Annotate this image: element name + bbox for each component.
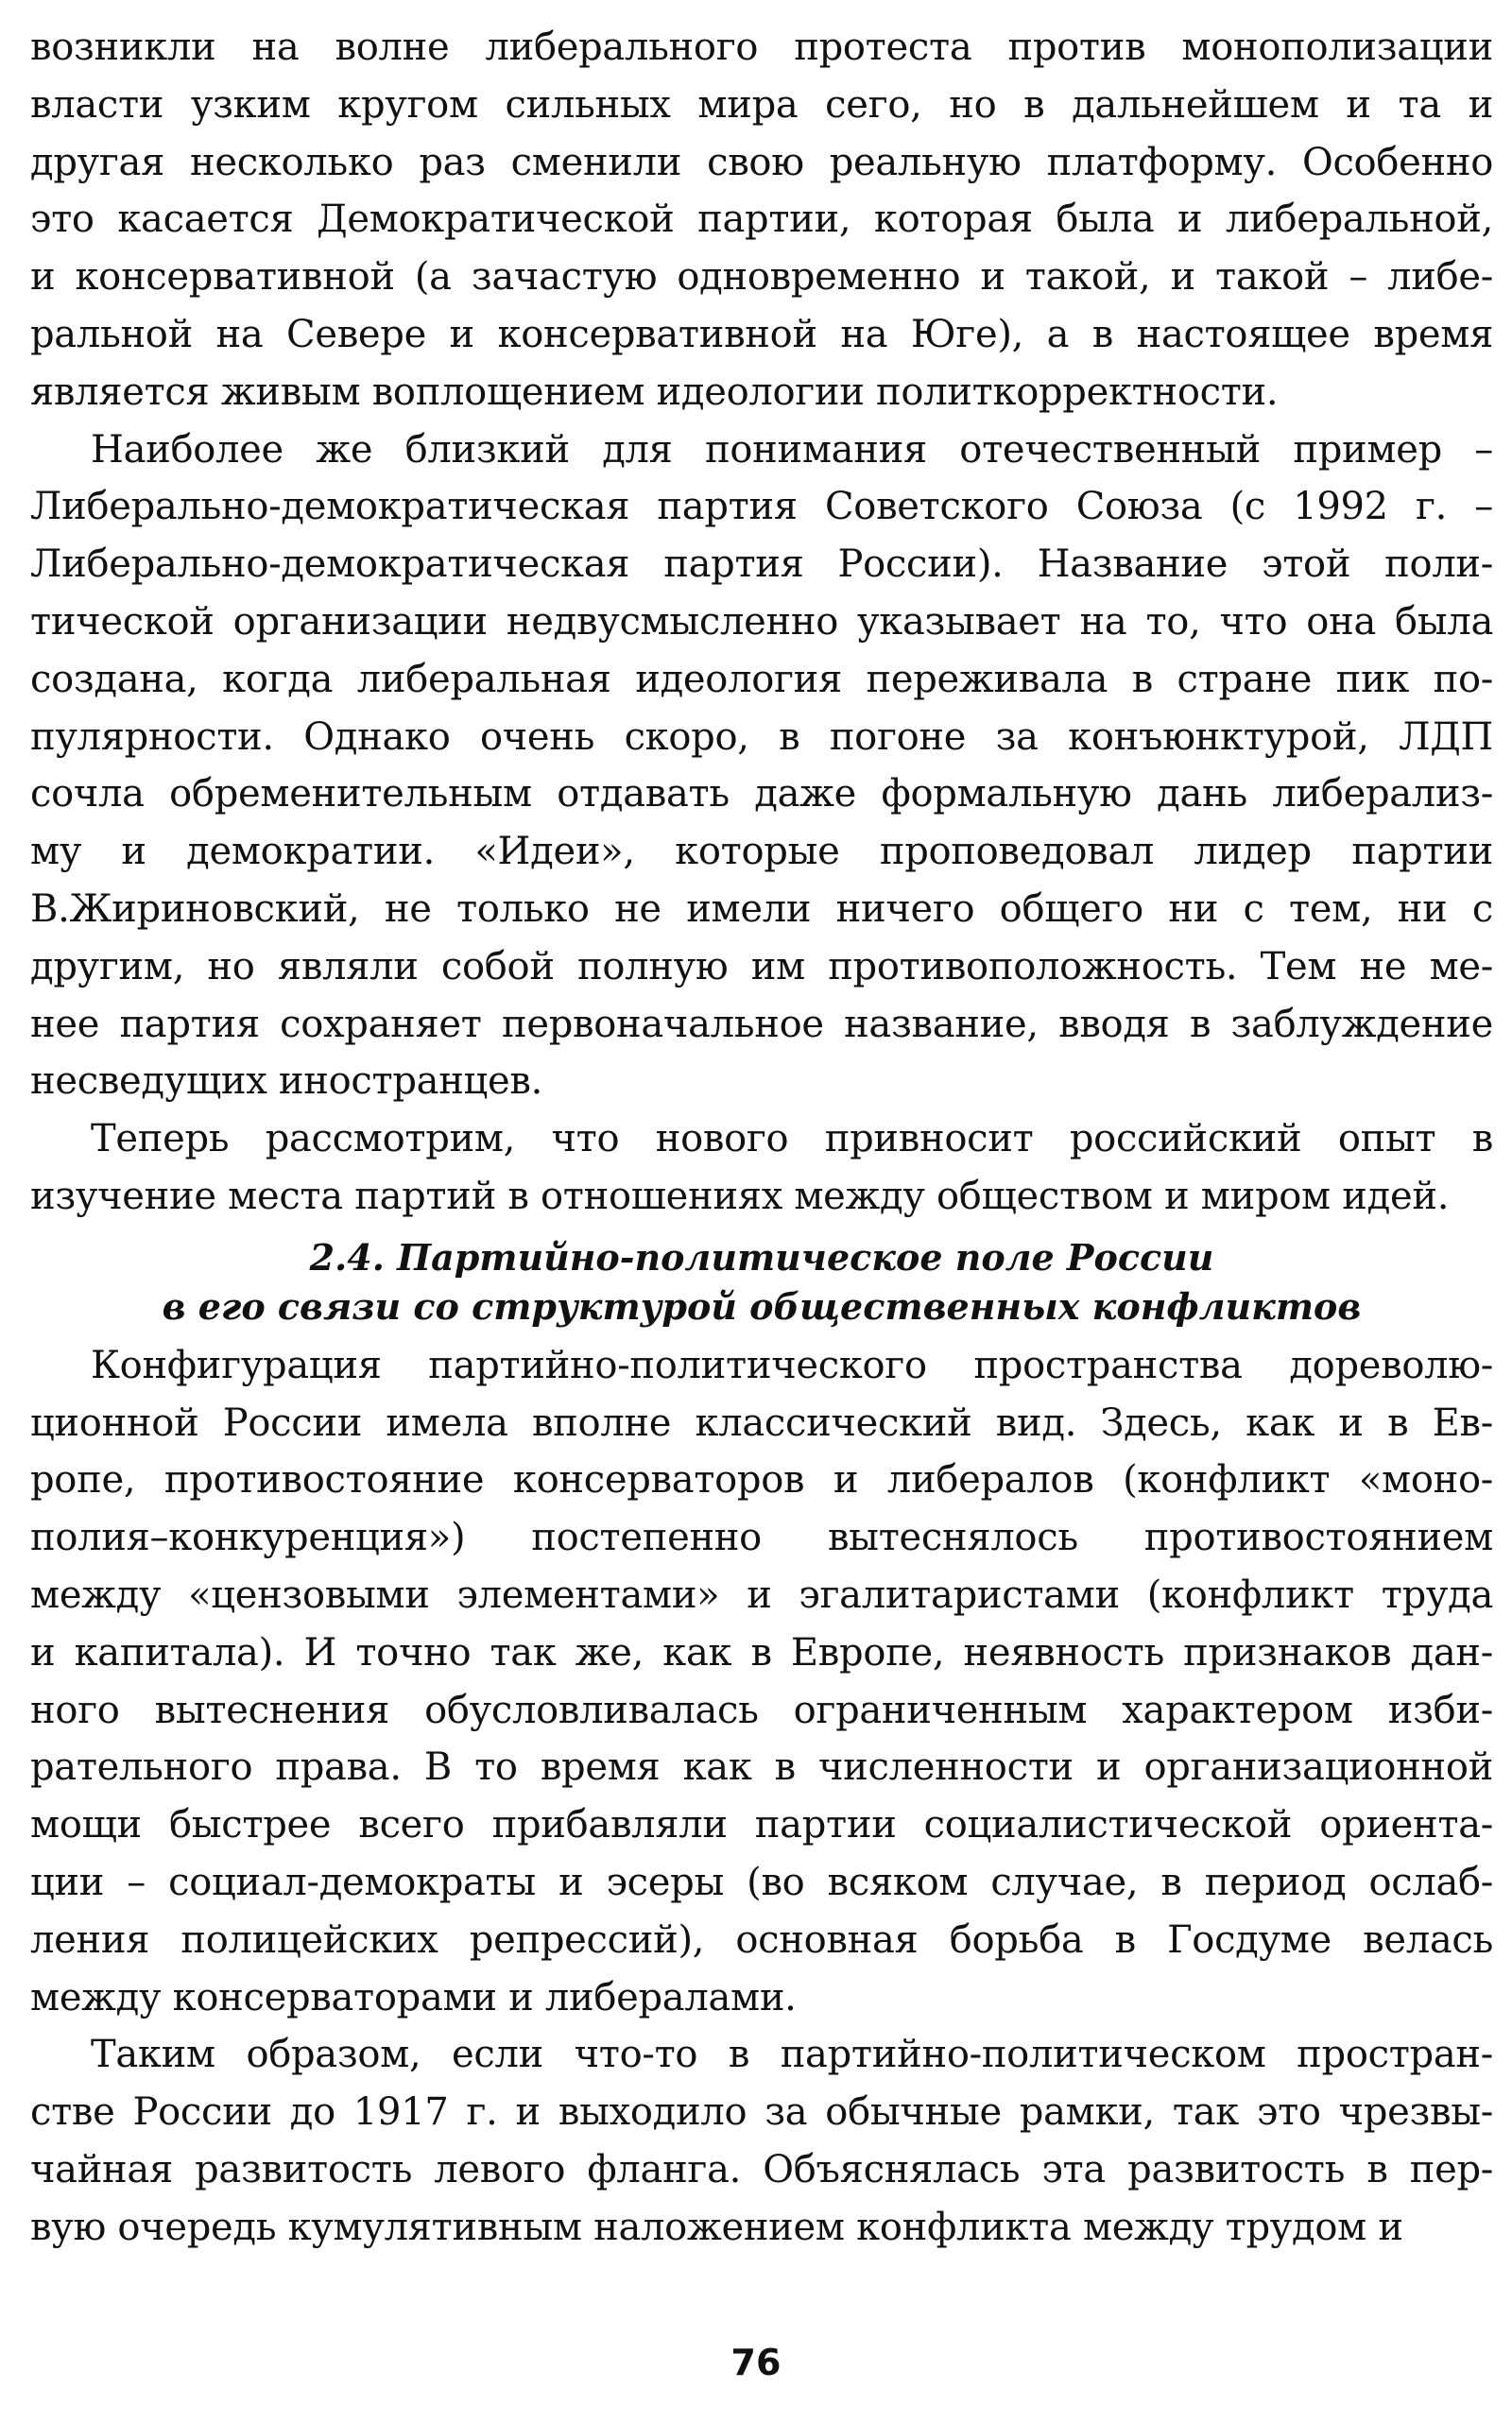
text-line: и капитала). И точно так же, как в Европе, неявность признаков дан- [30,1630,1493,1675]
text-line: сочла обременительным отдавать даже формальную дань либерализ- [30,772,1493,816]
text-line: тической организации недвусмысленно указывает на то, что она была [30,599,1493,644]
text-line: Наиболее же близкий для понимания отечественный пример – [91,427,1493,472]
text-line: изучение места партий в отношениях между обществом и миром идей. [30,1174,1450,1218]
section-heading [30,1233,1493,1332]
text-line: Таким образом, если что-то в партийно-политическом простран- [91,2033,1493,2077]
paragraph [30,19,1493,421]
text-line: другая несколько раз сменили свою реальную платформу. Особенно [30,140,1493,184]
text-line: возникли на волне либерального протеста против монополизации [30,26,1493,69]
text-line: ропе, противостояние консерваторов и либералов (конфликт «моно- [30,1458,1493,1503]
text-line: стве России до 1917 г. и выходило за обычные рамки, так это чрезвы- [30,2090,1493,2135]
text-line: власти узким кругом сильных мира сего, но в дальнейшем и та и [30,82,1493,127]
text-line: между «цензовыми элементами» и эгалитаристами (конфликт труда [30,1572,1493,1617]
text-line: ления полицейских репрессий), основная борьба в Госдуме велась [30,1917,1493,1962]
text-line: мощи быстрее всего прибавляли партии социалистической ориента- [30,1803,1493,1847]
text-line: ральной на Севере и консервативной на Юге), а в настоящее время [30,312,1493,356]
text-line: пулярности. Однако очень скоро, в погоне за конъюнктурой, ЛДП [30,714,1493,759]
section-heading-line-2: в его связи со структурой общественных конфликтов [162,1284,1362,1328]
text-line: Теперь рассмотрим, что нового привносит российский опыт в [91,1117,1493,1161]
text-line: между консерваторами и либералами. [30,1975,797,2019]
text-line: Либерально-демократическая партия России). Название этой поли- [30,542,1493,587]
text-line: является живым воплощением идеологии политкорректности. [30,369,1279,414]
text-line: и консервативной (а зачастую одновременно и такой, и такой – либе- [30,255,1493,300]
paragraph [30,2026,1493,2256]
paragraph [30,1337,1493,2027]
text-line: му и демократии. «Идеи», которые проповедовал лидер партии [30,830,1493,874]
text-line: рательного права. В то время как в численности и организационной [30,1745,1493,1790]
text-line: вую очередь кумулятивным наложением конфликта между трудом и [30,2205,1403,2249]
text-line: ционной России имела вполне классический вид. Здесь, как и в Ев- [30,1401,1493,1445]
text-line: несведущих иностранцев. [30,1059,542,1104]
text-line: полия–конкуренция») постепенно вытеснялось противостоянием [30,1516,1493,1560]
body-text-top [30,19,1493,1226]
page-number: 76 [730,2342,782,2383]
text-line: это касается Демократической партии, которая была и либеральной, [30,198,1493,242]
text-line: Либерально-демократическая партия Советского Союза (с 1992 г. – [30,485,1493,529]
text-line: Конфигурация партийно-политического пространства дореволю- [91,1343,1493,1387]
text-line: ции – социал-демократы и эсеры (во всяком случае, в период ослаб- [30,1860,1493,1904]
text-line: В.Жириновский, не только не имели ничего общего ни с тем, ни с [30,886,1493,931]
text-line: нее партия сохраняет первоначальное название, вводя в заблуждение [30,1002,1493,1046]
text-line: ного вытеснения обусловливалась ограниченным характером изби- [30,1688,1493,1732]
text-line: другим, но являли собой полную им противоположность. Тем не ме- [30,944,1493,988]
text-line: чайная развитость левого фланга. Объяснялась эта развитость в пер- [30,2147,1493,2191]
book-page [30,19,1493,2256]
text-line: создана, когда либеральная идеология переживала в стране пик по- [30,657,1493,701]
paragraph [30,1110,1493,1226]
paragraph [30,421,1493,1111]
section-heading-line-1: 2.4. Партийно-политическое поле России [309,1235,1214,1279]
body-text-bottom [30,1337,1493,2257]
